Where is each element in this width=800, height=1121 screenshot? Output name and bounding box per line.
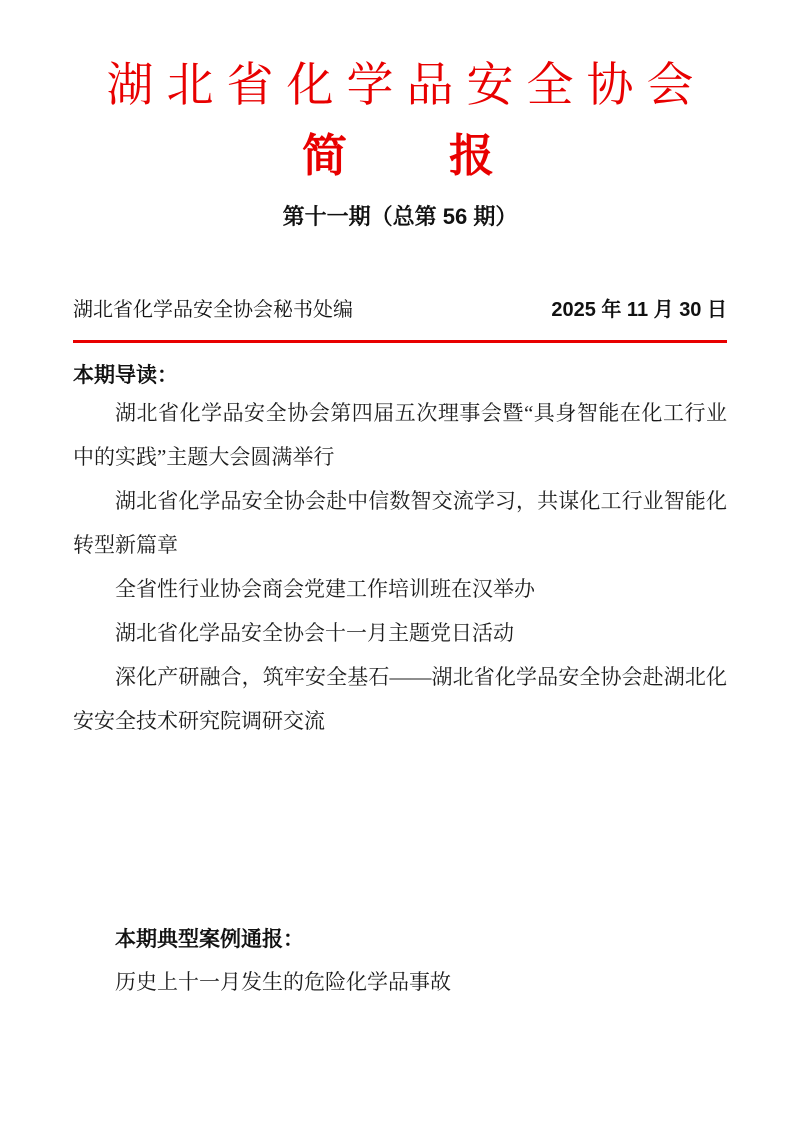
editor-row (73, 296, 727, 324)
toc-item: 湖北省化学品安全协会赴中信数智交流学习，共谋化工行业智能化转型新篇章 (73, 489, 727, 557)
toc-item: 湖北省化学品安全协会第四届五次理事会暨“具身智能在化工行业中的实践”主题大会圆满举行 (73, 401, 727, 469)
toc-item: 深化产研融合，筑牢安全基石——湖北省化学品安全协会赴湖北化安安全技术研究院调研交流 (73, 665, 727, 733)
toc-list (73, 391, 727, 743)
cases-section (73, 925, 727, 997)
red-divider (73, 340, 727, 343)
case-item: 历史上十一月发生的危险化学品事故 (115, 970, 451, 994)
toc-heading: 本期导读： (73, 364, 178, 387)
cases-heading: 本期典型案例通报： (115, 928, 304, 951)
editor-name: 湖北省化学品安全协会秘书处编 (73, 299, 353, 321)
bulletin-title: 简 报 (301, 130, 498, 181)
org-title: 湖北省化学品安全协会 (106, 60, 707, 112)
toc-item: 全省性行业协会商会党建工作培训班在汉举办 (115, 577, 535, 601)
issue-date: 2025 年 11 月 30 日 (551, 299, 727, 321)
toc-item: 湖北省化学品安全协会十一月主题党日活动 (115, 621, 514, 645)
issue-number: 第十一期（总第 56 期） (282, 204, 518, 229)
